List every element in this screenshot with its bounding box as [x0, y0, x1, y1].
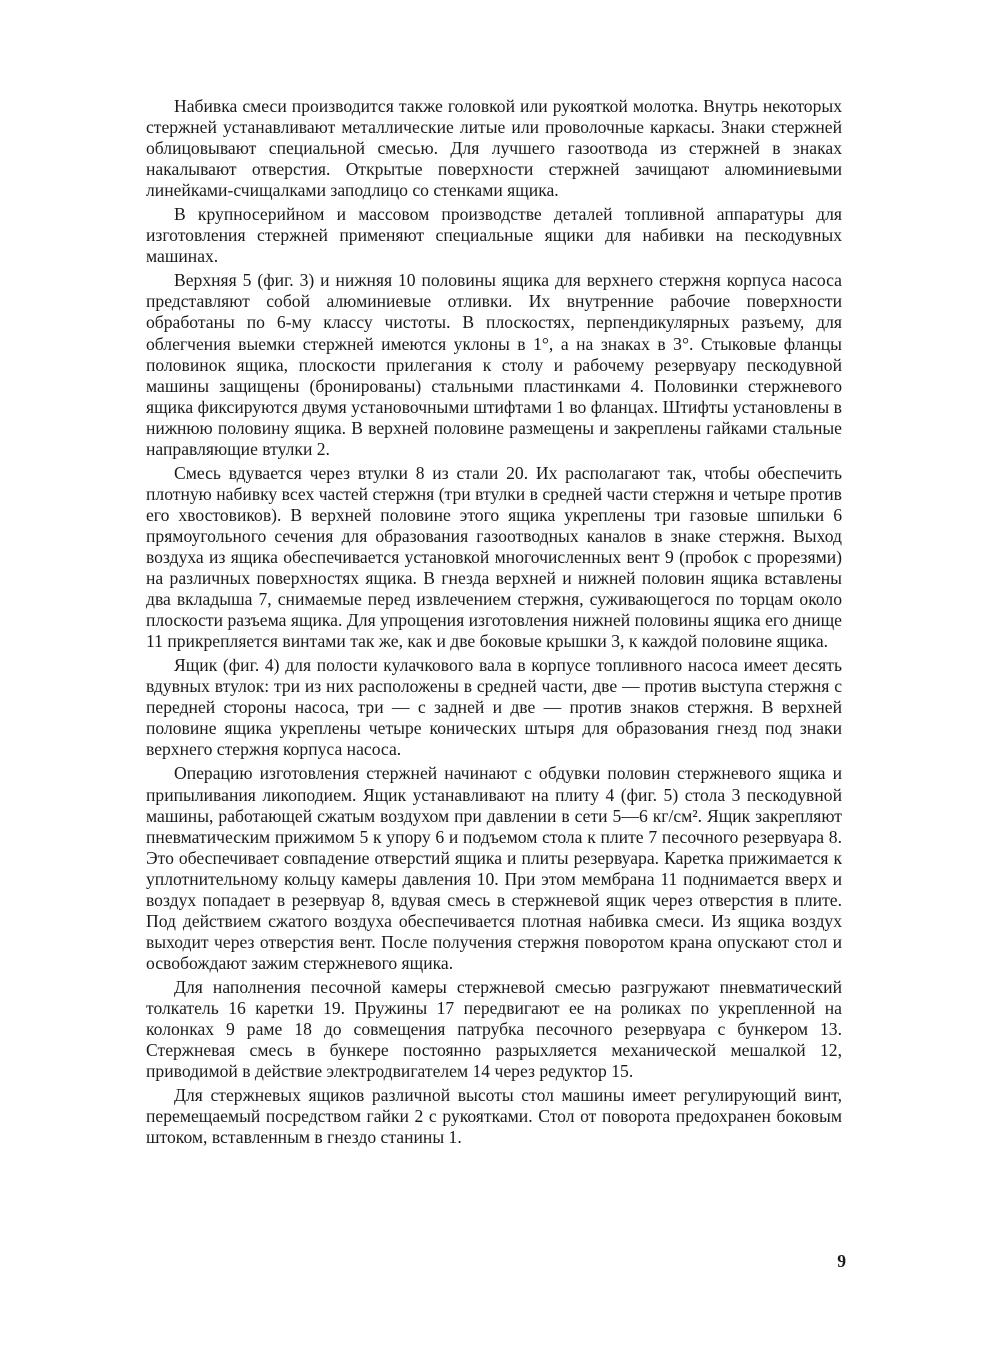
- paragraph-core-tamping: Набивка смеси производится также головкой или рукояткой молотка. Внутрь некоторых стержней устанавливают металлические литые или проволочные каркасы. Знаки стержней облицовывают специальной смесью. Для лучшего газоотвода из стержней в знаках накалывают отверстия. Открытые поверхности стержней зачищают алюминиевыми линейками-счищалками заподлицо со стенками ящика.: [146, 96, 842, 201]
- paragraph-mass-production: В крупносерийном и массовом производстве деталей топливной аппаратуры для изготовления стержней применяют специальные ящики для набивки на пескодувных машинах.: [146, 204, 842, 267]
- page-number: 9: [837, 1251, 846, 1271]
- paragraph-camshaft-box: Ящик (фиг. 4) для полости кулачкового вала в корпусе топливного насоса имеет десять вдувных втулок: три из них расположены в средней части, две — против выступа стержня с передней стороны насоса, три — с задней и две — против знаков стержня. В верхней половине ящика укреплены четыре конических штыря для образования гнезд под знаки верхнего стержня корпуса насоса.: [146, 655, 842, 760]
- paragraph-box-halves: Верхняя 5 (фиг. 3) и нижняя 10 половины ящика для верхнего стержня корпуса насоса представляют собой алюминиевые отливки. Их внутренние рабочие поверхности обработаны по 6-му классу чистоты. В плоскостях, перпендикулярных разъему, для облегчения выемки стержней имеются уклоны в 1°, а на знаках в 3°. Стыковые фланцы половинок ящика, плоскости прилегания к столу и рабочему резервуару пескодувной машины защищены (бронированы) стальными пластинками 4. Половинки стержневого ящика фиксируются двумя установочными штифтами 1 во фланцах. Штифты установлены в нижнюю половину ящика. В верхней половине размещены и закреплены гайками стальные направляющие втулки 2.: [146, 270, 842, 459]
- paragraph-sand-chamber: Для наполнения песочной камеры стержневой смесью разгружают пневматический толкатель 16 каретки 19. Пружины 17 передвигают ее на роликах по укрепленной на колонках 9 раме 18 до совмещения патрубка песочного резервуара с бункером 13. Стержневая смесь в бункере постоянно разрыхляется механической мешалкой 12, приводимой в действие электродвигателем 14 через редуктор 15.: [146, 976, 842, 1082]
- paragraph-table-adjustment: Для стержневых ящиков различной высоты стол машины имеет регулирующий винт, перемещаемый посредством гайки 2 с рукоятками. Стол от поворота предохранен боковым штоком, вставленным в гнездо станины 1.: [146, 1085, 842, 1148]
- page-body: [146, 96, 842, 1151]
- paragraph-blowing-bushings: Смесь вдувается через втулки 8 из стали 20. Их располагают так, чтобы обеспечить плотную набивку всех частей стержня (три втулки в средней части стержня и четыре против его хвостовиков). В верхней половине этого ящика укреплены три газовые шпильки 6 прямоугольного сечения для образования газоотводных каналов в знаке стержня. Выход воздуха из ящика обеспечивается установкой многочисленных вент 9 (пробок с прорезями) на различных поверхностях ящика. В гнезда верхней и нижней половин ящика вставлены два вкладыша 7, снимаемые перед извлечением стержня, суживающегося по торцам около плоскости разъема ящика. Для упрощения изготовления нижней половины ящика его днище 11 прикрепляется винтами так же, как и две боковые крышки 3, к каждой половине ящика.: [146, 462, 842, 652]
- paragraph-core-operation: Операцию изготовления стержней начинают с обдувки половин стержневого ящика и припыливания ликоподием. Ящик устанавливают на плиту 4 (фиг. 5) стола 3 пескодувной машины, работающей сжатым воздухом при давлении в сети 5—6 кг/см². Ящик закрепляют пневматическим прижимом 5 к упору 6 и подъемом стола к плите 7 песочного резервуара 8. Это обеспечивает совпадение отверстий ящика и плиты резервуара. Каретка прижимается к уплотнительному кольцу камеры давления 10. При этом мембрана 11 поднимается вверх и воздух попадает в резервуар 8, вдувая смесь в стержневой ящик через отверстия в плите. Под действием сжатого воздуха обеспечивается плотная набивка смеси. Из ящика воздух выходит через отверстия вент. После получения стержня поворотом крана опускают стол и освобождают зажим стержневого ящика.: [146, 763, 842, 973]
